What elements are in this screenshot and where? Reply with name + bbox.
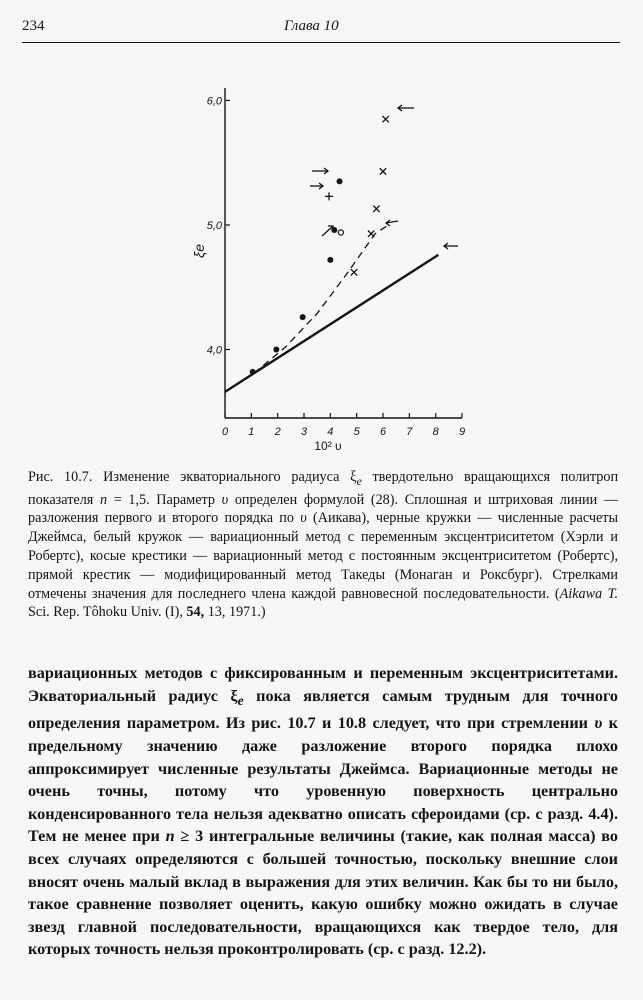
y-tick-label: 6,0 (206, 95, 222, 108)
x-tick-label: 8 (432, 426, 439, 438)
x-tick-label: 1 (248, 426, 255, 438)
caption-label: Рис. 10.7. (28, 469, 93, 485)
james-point (337, 178, 343, 184)
y-tick-label: 4,0 (206, 344, 222, 357)
y-axis-label: ξe (191, 243, 207, 258)
body-text-2: пока является самым трудным для точного определения параметром. Из рис. 10.7 и 10.8 следует, что при стремлении (28, 686, 619, 733)
james-point (327, 257, 333, 263)
caption-journal: Sci. Rep. Tôhoku Univ. (I), (28, 604, 183, 621)
body-text-1: вариационных методов с фиксированным и переменным эксцентриситетами. Экваториальный радиус ξ (28, 664, 618, 705)
constant-ecc-cross (382, 116, 388, 122)
x-tick-label: 6 (379, 426, 387, 438)
arrow-open-circle-end (322, 226, 333, 236)
caption-text-4: определен формулой (28). Сплошная и штриховая линии — разложения первого и второго порядка по (28, 491, 619, 527)
caption-var-v: υ (221, 491, 229, 508)
page-number: 234 (22, 18, 45, 34)
caption-text-5: (Аикава), черные кружки — численные расчеты Джеймса, белый кружок — вариационный метод с переменным эксцентриситетом (Хэрли и Робертс), косые крестики — вариационный метод с постоянным эксцентриситетом (Робертс), прямой крестик — модифицированный метод Такеды (Монаган и Роксбург). Стрелками отмечены значения для последнего члена каждой равновесной последовательности. ( (28, 510, 619, 602)
constant-ecc-cross (351, 269, 357, 275)
body-subscript-e: e (237, 692, 244, 708)
body-text-4: ≥ 3 интегральные величины (такие, как полная масса) во всех случаях определяются с большей точностью, поскольку внешние слои вносят очень малый вклад в выражения для этих величин. Как бы то ни было, такое сравнение позволяет оценить, какую ошибку можно ожидать в случае звезд главной последовательности, вращающихся как твердое тело, для которых точность нельзя проконтролировать (ср. с разд. 12.2). (28, 827, 619, 959)
figure-10-7-chart (190, 78, 480, 458)
y-ticks (207, 95, 230, 356)
page-header (22, 18, 620, 38)
body-var-n: n (165, 827, 175, 846)
x-tick-label: 5 (353, 426, 360, 438)
figure-caption (28, 468, 618, 622)
x-tick-label: 7 (406, 426, 413, 438)
x-tick-label: 3 (300, 426, 308, 438)
x-axis-label: 10² υ (314, 439, 342, 453)
constant-ecc-cross (380, 168, 386, 174)
x-tick-label: 4 (327, 426, 334, 438)
variable-ecc-point (338, 230, 343, 235)
x-tick-label: 0 (221, 426, 229, 438)
y-tick-label: 5,0 (206, 219, 222, 232)
header-rule (22, 42, 620, 43)
caption-var-v-2: υ (300, 510, 307, 527)
x-tick-label: 9 (458, 426, 466, 438)
body-text-3: к предельному значению даже разложение второго порядка плохо аппроксимирует численные результаты Джеймса. Вариационные методы не очень точны, потому что уровенную поверхность центрально конденсированного тела нельзя адекватно описать сфероидами (ср. с разд. 4.4). Тем не менее при (28, 714, 618, 846)
x-tick-label: 2 (274, 426, 281, 438)
takeda-plus (325, 192, 333, 200)
james-point (250, 369, 256, 375)
james-point (331, 227, 337, 233)
constant-ecc-cross (373, 206, 379, 212)
caption-var-n: n (99, 491, 108, 508)
caption-text-1: Изменение экваториального радиуса ξ (103, 469, 357, 485)
caption-volume: 54, (186, 604, 205, 621)
caption-text-3: = 1,5. Параметр (113, 491, 215, 508)
caption-subscript-e: e (356, 473, 362, 488)
series-layer (225, 116, 438, 392)
james-point (300, 314, 306, 320)
x-ticks (222, 413, 465, 438)
constant-ecc-cross (368, 230, 374, 236)
caption-author: Aikawa T. (559, 585, 618, 602)
caption-text-2: твердотельно вращающихся политроп показателя (28, 469, 619, 508)
body-var-v: υ (594, 714, 603, 733)
chapter-title: Глава 10 (284, 18, 339, 34)
caption-ref-tail: 13, 1971.) (207, 604, 266, 621)
james-point (273, 347, 279, 353)
body-paragraph (28, 662, 618, 961)
